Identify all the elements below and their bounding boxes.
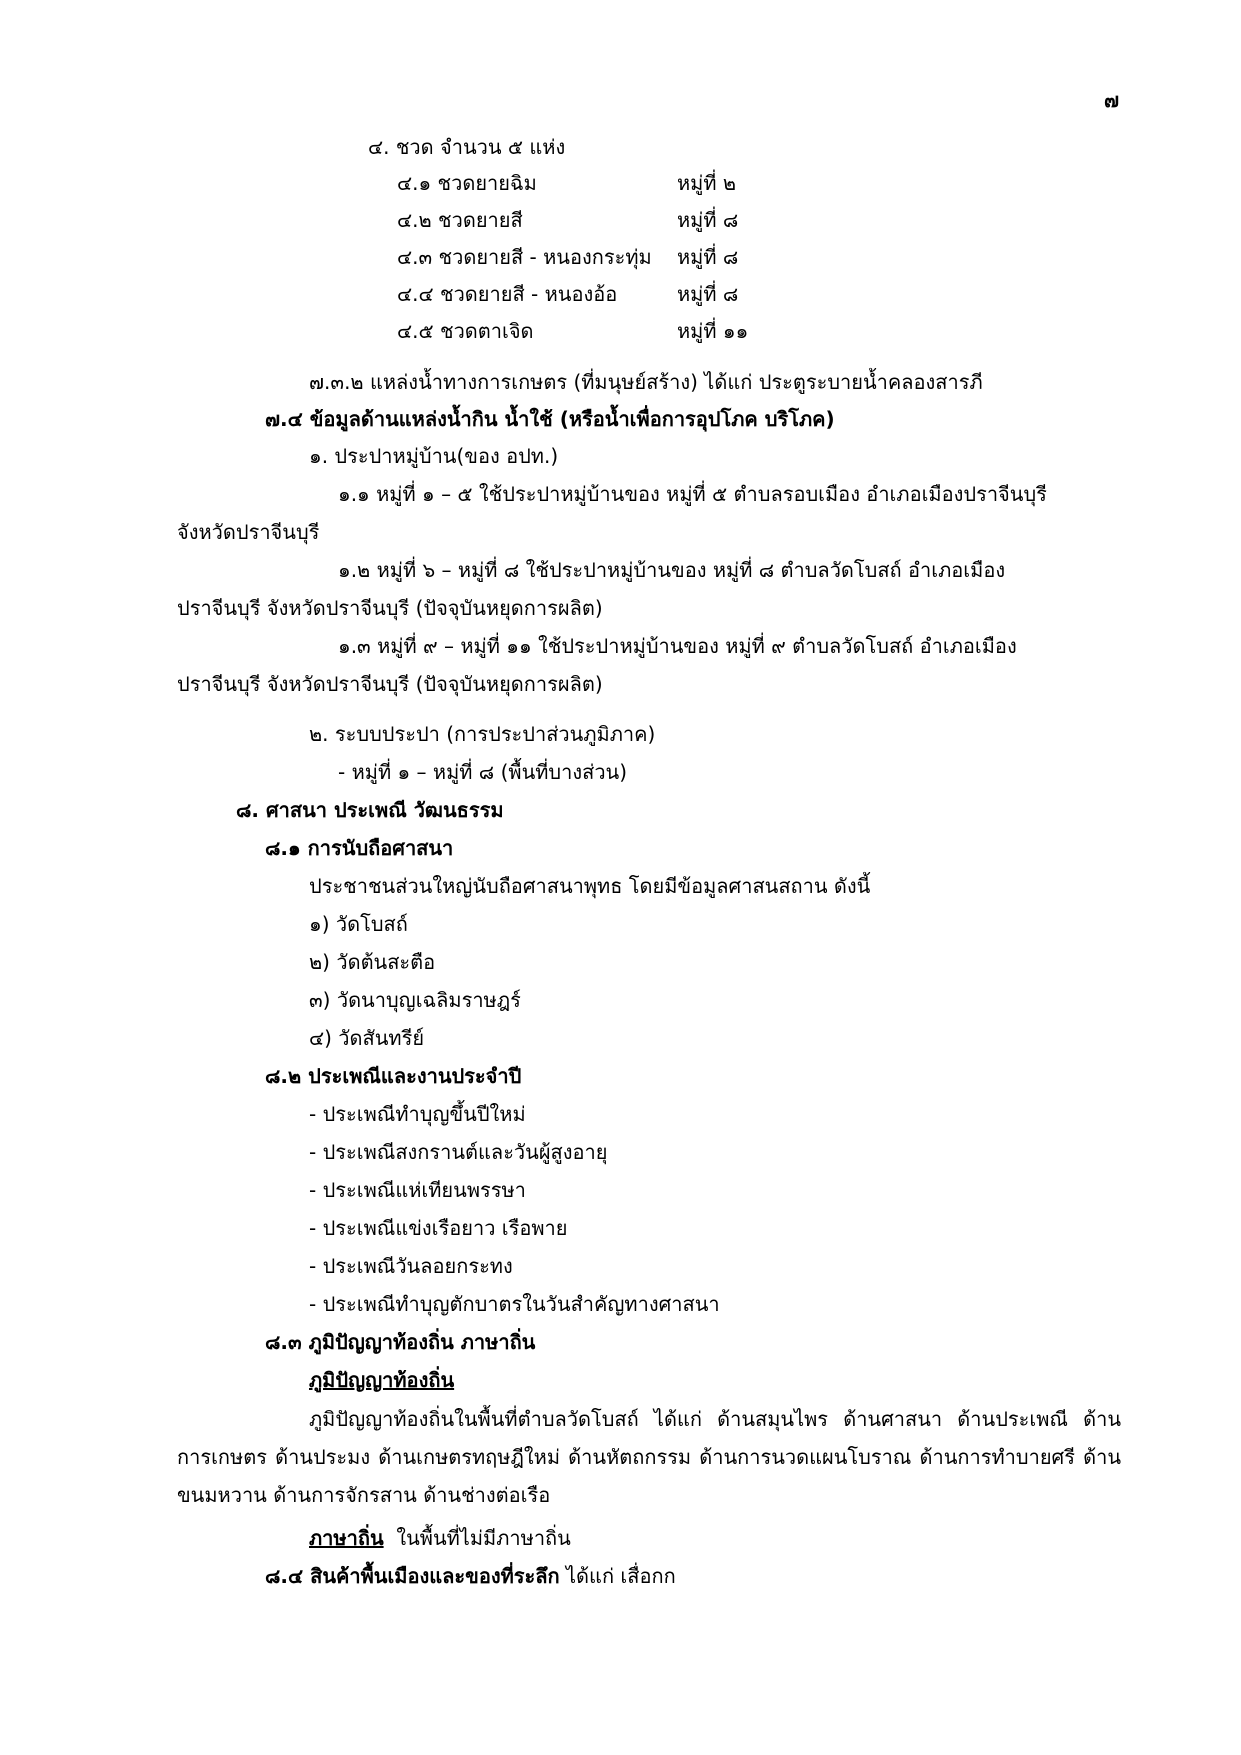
water-item-1-3: ๑.๓ หมู่ที่ ๙ – หมู่ที่ ๑๑ ใช้ประปาหมู่บ้านของ หมู่ที่ ๙ ตำบลวัดโบสถ์ อำเภอเมือง xyxy=(338,634,1017,658)
section-7-3-2: ๗.๓.๒ แหล่งน้ำทางการเกษตร (ที่มนุษย์สร้าง) ได้แก่ ประตูระบายน้ำคลองสารภี xyxy=(309,370,983,394)
water-item-1: ๑. ประปาหมู่บ้าน(ของ อปท.) xyxy=(309,444,559,468)
tradition-item: - ประเพณีวันลอยกระทง xyxy=(309,1254,513,1278)
section-8-3-heading: ๘.๓ ภูมิปัญญาท้องถิ่น ภาษาถิ่น xyxy=(265,1330,536,1354)
section-8-4-heading: ๘.๔ สินค้าพื้นเมืองและของที่ระลึก xyxy=(265,1564,560,1588)
religion-intro: ประชาชนส่วนใหญ่นับถือศาสนาพุทธ โดยมีข้อมูลศาสนสถาน ดังนี้ xyxy=(309,874,871,898)
local-wisdom-paragraph: ภูมิปัญญาท้องถิ่นในพื้นที่ตำบลวัดโบสถ์ ได้แก่ ด้านสมุนไพร ด้านศาสนา ด้านประเพณี ด้านการเกษตร ด้านประมง ด้านเกษตรทฤษฎีใหม่ ด้านหัตถกรรม ด้านการนวดแผนโบราณ ด้านการทำบายศรี ด้านขนมหวาน ด้านการจักรสาน ด้านช่างต่อเรือ xyxy=(177,1407,1121,1507)
water-item-1-1: ๑.๑ หมู่ที่ ๑ – ๕ ใช้ประปาหมู่บ้านของ หมู่ที่ ๕ ตำบลรอบเมือง อำเภอเมืองปราจีนบุรี xyxy=(338,482,1047,506)
tradition-item: - ประเพณีแห่เทียนพรรษา xyxy=(309,1178,526,1202)
water-item-2: ๒. ระบบประปา (การประปาส่วนภูมิภาค) xyxy=(309,722,656,746)
list-item-name: ๔.๔ ชวดยายสี - หนองอ้อ xyxy=(397,282,618,306)
section-8-1-heading: ๘.๑ การนับถือศาสนา xyxy=(265,836,454,860)
temple-item: ๒) วัดต้นสะตือ xyxy=(309,950,436,974)
section-4-title: ๔. ชวด จำนวน ๕ แห่ง xyxy=(368,135,566,159)
tradition-item: - ประเพณีทำบุญตักบาตรในวันสำคัญทางศาสนา xyxy=(309,1292,720,1316)
list-item-moo: หมู่ที่ ๘ xyxy=(677,208,739,232)
tradition-item: - ประเพณีแข่งเรือยาว เรือพาย xyxy=(309,1216,568,1240)
list-item-moo: หมู่ที่ ๑๑ xyxy=(677,319,749,343)
water-item-1-3-cont: ปราจีนบุรี จังหวัดปราจีนบุรี (ปัจจุบันหยุดการผลิต) xyxy=(177,672,603,696)
temple-item: ๑) วัดโบสถ์ xyxy=(309,912,408,936)
section-8-heading: ๘. ศาสนา ประเพณี วัฒนธรรม xyxy=(236,798,504,822)
water-item-1-2: ๑.๒ หมู่ที่ ๖ – หมู่ที่ ๘ ใช้ประปาหมู่บ้านของ หมู่ที่ ๘ ตำบลวัดโบสถ์ อำเภอเมือง xyxy=(338,558,1006,582)
section-7-4-heading: ๗.๔ ข้อมูลด้านแหล่งน้ำกิน น้ำใช้ (หรือน้ำเพื่อการอุปโภค บริโภค) xyxy=(265,407,835,431)
dialect-text: ในพื้นที่ไม่มีภาษาถิ่น xyxy=(396,1526,571,1550)
list-item-name: ๔.๕ ชวดตาเจิด xyxy=(397,319,534,343)
water-item-1-1-cont: จังหวัดปราจีนบุรี xyxy=(177,520,320,544)
dialect-label: ภาษาถิ่น xyxy=(309,1526,384,1550)
tradition-item: - ประเพณีสงกรานต์และวันผู้สูงอายุ xyxy=(309,1140,608,1164)
list-item-moo: หมู่ที่ ๘ xyxy=(677,245,739,269)
list-item-moo: หมู่ที่ ๘ xyxy=(677,282,739,306)
list-item-name: ๔.๑ ชวดยายฉิม xyxy=(397,171,537,195)
page-number: ๗ xyxy=(1104,88,1120,112)
list-item-moo: หมู่ที่ ๒ xyxy=(677,171,737,195)
tradition-item: - ประเพณีทำบุญขึ้นปีใหม่ xyxy=(309,1102,526,1126)
water-item-2-a: - หมู่ที่ ๑ – หมู่ที่ ๘ (พื้นที่บางส่วน) xyxy=(338,760,628,784)
list-item-name: ๔.๒ ชวดยายสี xyxy=(397,208,523,232)
dialect-line xyxy=(309,1522,571,1554)
section-8-4-line xyxy=(265,1560,676,1592)
local-wisdom-subheading: ภูมิปัญญาท้องถิ่น xyxy=(309,1368,455,1392)
temple-item: ๔) วัดสันทรีย์ xyxy=(309,1026,425,1050)
list-item-name: ๔.๓ ชวดยายสี - หนองกระทุ่ม xyxy=(397,245,652,269)
section-8-4-text: ได้แก่ เสื่อกก xyxy=(566,1564,676,1588)
section-8-2-heading: ๘.๒ ประเพณีและงานประจำปี xyxy=(265,1064,522,1088)
water-item-1-2-cont: ปราจีนบุรี จังหวัดปราจีนบุรี (ปัจจุบันหยุดการผลิต) xyxy=(177,596,603,620)
temple-item: ๓) วัดนาบุญเฉลิมราษฎร์ xyxy=(309,988,521,1012)
